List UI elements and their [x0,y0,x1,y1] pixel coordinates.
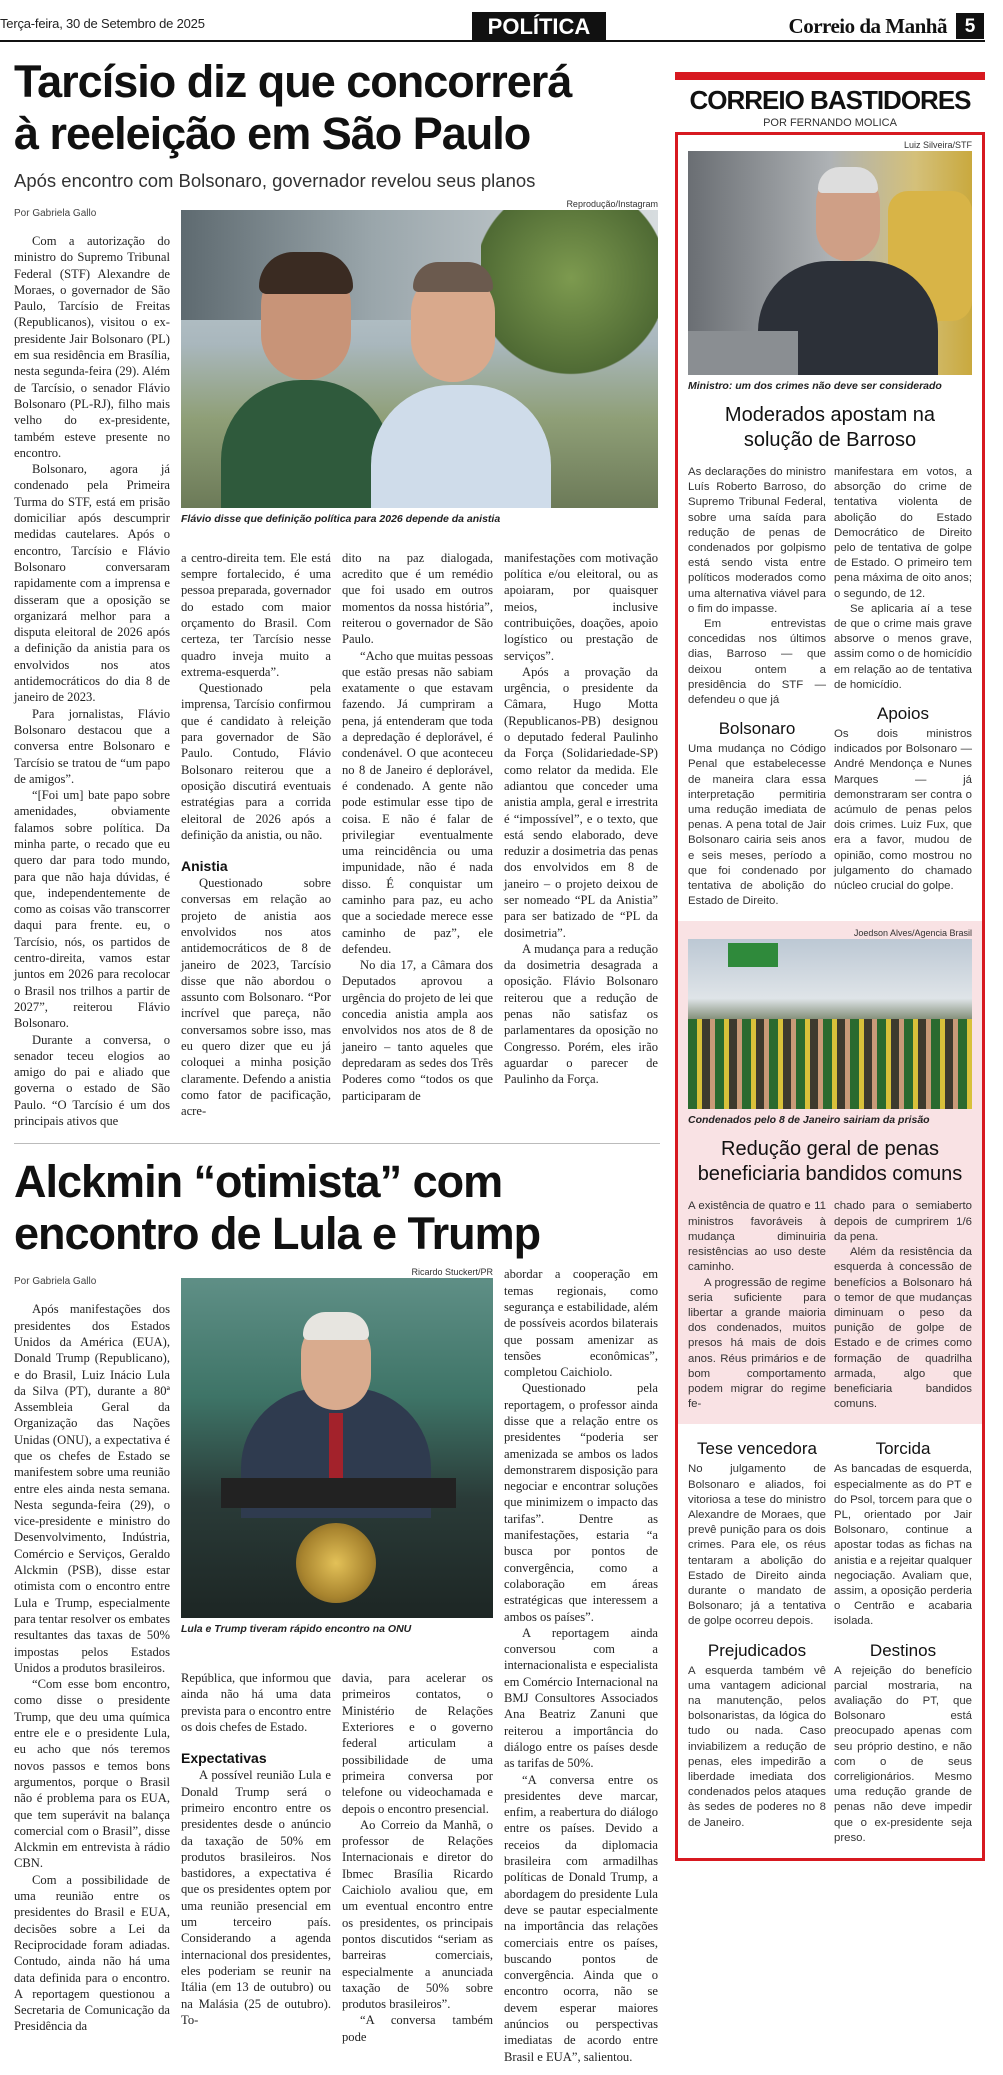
paragraph: Após manifestações dos presidentes dos Estados Unidos da América (EUA), Donald Trump (Republicano), e do Brasil, Luiz Inácio Lula da Silva (PT), durante a 80ª Assembleia Geral da Organização das Nações Unidas (ONU), a expectativa é que os chefes de Estado se manifestem sobre uma reunião entre eles ainda nesta semana. Nesta segunda-feira (29), o vice-presidente e ministro do Desenvolvimento, Indústria, Comércio e Serviços, Geraldo Alckmin (PSB), disse estar otimista com o encontro entre Lula e Trump, especialmente para tentar resolver os embates resultantes das taxas de 50% impostas pelos Estados Unidos a produtos brasileiros. [14,1302,170,1675]
paragraph: A mudança para a redução da dosimetria desagrada a oposição. Flávio Bolsonaro reiterou que a redução de penas não satisfaz os parlamentares da oposição no Congresso. Porém, eles irão aguardar o parecer de Paulinho da Força. [504,941,658,1087]
paragraph: Bolsonaro, agora já condenado pela Primeira Turma do STF, está em prisão domiciliar após descumprir medidas cautelares. Após o encontro, Tarcísio e Flávio Bolsonaro conversaram rapidamente com a imprensa e disseram que a oposição se organizará melhor para a disputa eleitoral de 2026 após a definição da anistia para os envolvidos nos atos antidemocráticos do dia 8 de janeiro de 2023. [14,462,170,705]
sidebar-story1-headline [682,403,978,453]
article2-photo [181,1278,493,1618]
article2-headline [14,1156,660,1260]
main-articles [14,56,660,2065]
article-divider [14,1143,660,1144]
paragraph: Ao Correio da Manhã, o professor de Relações Internacionais e diretor do Ibmec Brasília Ricardo Caichiolo avaliou que, em um eventual encontro entre os presidentes, os principais pontos discutidos “seriam as barreiras comerciais, especialmente a anunciada taxação de 50% sobre produtos brasileiros”. [342,1817,493,2012]
paragraph: República, que informou que ainda não há uma data prevista para o encontro entre os dois chefes de Estado. [181,1671,331,1735]
sidebar-frame [675,132,985,1861]
page-number: 5 [956,13,984,39]
article1-column-1-wrap [14,198,170,1129]
article2-column-3 [342,1670,493,2045]
headline-line: encontro de Lula e Trump [14,1208,541,1260]
article2-body [14,1266,660,2065]
paragraph: Questionado sobre conversas em relação ao projeto de anistia aos envolvidos nos atos antidemocráticos de 8 de janeiro de 2023, Tarcísio disse que não abordou o assunto com Bolsonaro. “Por incrível que pareça, não conversamos sobre isso, mas eu quero dizer que eu já coloquei a minha posição claramente. Defendo a anistia como fator de pacificação, acre- [181,876,331,1119]
subheading: Apoios [877,704,929,724]
paragraph: Em entrevistas concedidas nos últimos dias, Barroso — que deixou ontem a presidência do STF — defendeu o que já [688,618,826,707]
paragraph: Além da resistência da esquerda à concessão de benefícios a Bolsonaro há o temor de que mudanças diminuam o peso da punição de golpe de Estado e de crimes como formação de quadrilha armada, algo que beneficiaria bandidos comuns. [834,1246,972,1411]
headline-line: Redução geral de penas [721,1138,939,1161]
paragraph: a centro-direita tem. Ele está sempre fortalecido, é uma pessoa preparada, governador do estado com maior orçamento do Brasil. Com certeza, ter Tarcísio nesse quadro inveja muito a extrema-esquerda”. [181,550,332,679]
paragraph: A possível reunião Lula e Donald Trump será o primeiro encontro entre os presidentes desde o anúncio da taxação de 50% em produtos brasileiros. Nos bastidores, a expectativa é que os presidentes optem por uma reunião presencial em um terceiro país. Considerando a agenda internacional dos presidentes, eles poderiam se reunir na Itália (em 13 de outubro) ou na Malásia (25 de outubro). To- [181,1768,331,2027]
headline-line: solução de Barroso [743,429,917,451]
sidebar-story1-column-1 [688,465,826,909]
subheading: Bolsonaro [718,719,796,739]
paragraph: A esquerda também vê uma vantagem adicional na manutenção, pelos bolsonaristas, da lógica do tudo ou nada. Caso inviabilizem a redução de penas, eles impedirão a liberdade imediata dos condenados pelos ataques às sedes de poderes no 8 de Janeiro. [688,1664,826,1829]
subheading: Anistia [181,858,228,875]
article2-column-4 [504,1266,658,2065]
article2-photo-caption: Lula e Trump tiveram rápido encontro na ONU [181,1623,412,1636]
paragraph: “Acho que muitas pessoas que estão presas não sabiam exatamente o que estavam fazendo. Já cumpriram a pena, já entenderam que toda a depredação é deplorável, é condenável. O que aconteceu no 8 de Janeiro é deplorável, é condenado. A gente não pode estimular esse tipo de coisa. E não é falar de privilegiar eventualmente uma reincidência ou uma impunidade, não é nada disso. É conquistar um caminho para paz, eu acho que a sociedade merece esse caminho de paz”, ele defendeu. [342,648,493,956]
paragraph: Com a autorização do ministro do Supremo Tribunal Federal (STF) Alexandre de Moraes, o governador de São Paulo, Tarcísio de Freitas (Republicanos), visitou o ex-presidente Jair Bolsonaro (PL) em sua residência em Brasília, nesta segunda-feira (29). Além de Tarcísio, o senador Flávio Bolsonaro (PL-RJ), filho mais velho do ex-presidente, também esteve presente no encontro. [14,234,170,460]
paragraph: Uma mudança no Código Penal que estabelecesse de maneira clara essa interpretação permitiria uma redução imediata de penas. A pena total de Jair Bolsonaro cairia seis anos e seis meses, período a que foi condenado por tentativa de abolição do Estado de Direito. [688,743,826,908]
sidebar-story2-body [688,1199,972,1412]
subheading: Tese vencedora [696,1439,818,1459]
header-divider [0,40,985,42]
paragraph: Questionado pela reportagem, o professor ainda disse que a relação entre os presidentes “poderia ser amenizada se ambos os lados demonstrarem disposição para negociar e encontrar soluções que minimizem o impacto das tarifas”. Dentre as manifestações, estaria “a busca por pontos de convergência, como a colaboração em áreas estratégicas que interessem a ambos os países”. [504,1381,658,1624]
paragraph: No julgamento de Bolsonaro e aliados, foi vitoriosa a tese do ministro Alexandre de Moraes, que prevê punição para os dois crimes. Para ele, os réus tentaram a abolição do Estado de Direito ainda durante o mandato de Bolsonaro; já a tentativa de golpe ocorreu depois. [688,1463,826,1628]
article2-column-1 [14,1301,170,2034]
article1-photo-caption: Flávio disse que definição política para 2026 depende da anistia [181,513,501,525]
paragraph: Se aplicaria aí a tese de que o crime mais grave absorve o menos grave, assim como o de homicídio em relação ao de tentativa de homicídio. [834,602,973,691]
sidebar-notes-column-2 [834,1438,972,1846]
photo-credit: Joedson Alves/Agencia Brasil [853,928,972,939]
headline-line: Tarcísio diz que concorrerá [14,56,572,107]
article2-photo-block [181,1266,493,1650]
article1-body [14,198,660,1129]
paragraph: chado para o semiaberto depois de cumprirem 1/6 da pena. [834,1200,972,1243]
paragraph: Durante a conversa, o senador teceu elogios ao amigo do pai e aliado que governa o estado de São Paulo. “O Tarcísio é um dos principais ativos que [14,1032,170,1129]
paragraph: “[Foi um] bate papo sobre amenidades, obviamente falamos sobre política. Da minha parte, o recado que eu quero dar para todo mundo, para que não haja dúvidas, é que, independentemente de como as coisas vão transcorrer daqui para frente. eu, o Tarcísio, nós, os partidos de centro-direita, vamos estar juntos em 2026 para recolocar o Brasil nos trilhos a partir de 2027”, reiterou Flávio Bolsonaro. [14,788,170,1031]
article1-photo [181,210,658,508]
sidebar-author: POR FERNANDO MOLICA [763,117,897,129]
article1-column-1 [14,233,170,1129]
subheading: Destinos [869,1640,937,1660]
section-label: POLÍTICA [472,12,606,40]
paragraph: manifestações com motivação política e/ou eleitoral, ou as apoiaram, por quaisquer meios, inclusive contribuições, doações, apoio logístico ou prestação de serviços”. [504,550,658,663]
sidebar-photo-caption: Ministro: um dos crimes não deve ser considerado [688,380,942,392]
paragraph: “A conversa também pode [342,2013,493,2044]
sidebar-accent-bar [675,72,985,80]
paragraph: “A conversa entre os presidentes deve marcar, enfim, a reabertura do diálogo entre os países. Devido a receios da diplomacia brasileira com armadilhas políticas de Donald Trump, a abordagem do presidente Lula deve se pautar especialmente na importância das relações comerciais entre os países, buscando pontos de convergência. Ainda que o encontro ocorra, não se devem esperar maiores anúncios ou perspectivas imediatas de acordo entre Brasil e EUA”, salientou. [504,1772,658,2064]
paragraph: abordar a cooperação em temas regionais, como segurança e estabilidade, além de possíveis acordos bilaterais que possam amenizar as tensões econômicas”, completou Caichiolo. [504,1267,658,1380]
paragraph: manifestara em votos, a absorção do crime de tentativa violenta de abolição do Estado Democrático de Direito pelo de tentativa de golpe de Estado. O primeiro tem pena máxima de oito anos; o segundo, de 12. [834,466,972,600]
headline-line: à reeleição em São Paulo [14,108,531,159]
subheading: Prejudicados [707,1640,807,1660]
subheading: Torcida [875,1439,931,1459]
sidebar-notes [688,1438,972,1846]
photo-credit: Luiz Silveira/STF [903,140,972,150]
paragraph: dito na paz dialogada, acredito que é um remédio que foi usado em outros momentos da nossa história”, reiterou o governador de São Paulo. [342,550,493,647]
sidebar-highlight-box [678,921,982,1424]
headline-line: Moderados apostam na [724,404,936,426]
article1-column-3 [342,550,493,1104]
paragraph: No dia 17, a Câmara dos Deputados aprovou a urgência do projeto de lei que concedia anistia ampla aos envolvidos nos atos de 8 de janeiro – tanto aqueles que depredaram as sedes dos Três Poderes como “todos os que participaram de [342,958,493,1103]
paragraph: A reportagem ainda conversou com a internacionalista e especialista em Comércio Internacional na BMJ Consultores Associados Ana Beatriz Zanuni que reiterou a importância do diálogo entre os países desde as tarifas de 50%. [504,1625,658,1771]
photo-credit: Ricardo Stuckert/PR [411,1267,493,1278]
paragraph: Os dois ministros indicados por Bolsonaro — André Mendonça e Nunes Marques — já demonstraram ser contra o acúmulo de penas pelos dois crimes. Luiz Fux, que era a favor, mudou de opinião, como mostrou no julgamento do chamado núcleo crucial do golpe. [834,728,972,893]
article2-column-2 [181,1670,331,2028]
sidebar-notes-column-1 [688,1438,826,1830]
article2-byline: Por Gabriela Gallo [14,1276,97,1288]
paragraph: “Com esse bom encontro, como disse o presidente Trump, que deu uma química entre ele e o presidente Lula, eu acho que nós teremos novos passos e temos bons argumentos, porque o Brasil não é problema para os EUA, que tem superávit na balança comercial com o Brasil”, disse Alckmin em entrevista à rádio CBN. [14,1677,170,1871]
edition-date: Terça-feira, 30 de Setembro de 2025 [0,16,205,31]
paragraph: Com a possibilidade de uma reunião entre os presidentes do Brasil e EUA, decisões sobre a Lei da Reciprocidade foram adiadas. Contudo, ainda não há uma data definida para o encontro. A reportagem questionou a Secretaria de Comunicação da Presidência da [14,1872,170,2034]
sidebar-photo-protest [688,939,972,1109]
paragraph: As declarações do ministro Luís Roberto Barroso, do Supremo Tribunal Federal, sobre uma saída para redução de penas de condenados por golpismo está sendo vista entre políticos moderados como uma alternativa viável para o fim do impasse. [688,466,826,615]
sidebar-story2-column-1 [688,1199,826,1412]
article1-column-2 [181,550,331,1120]
sidebar-story2-column-2 [834,1199,972,1412]
article1-byline: Por Gabriela Gallo [14,208,97,219]
sidebar-photo-caption: Condenados pelo 8 de Janeiro sairiam da prisão [688,1114,930,1127]
paragraph: davia, para acelerar os primeiros contatos, o Ministério de Relações Exteriores e o governo federal articulam a possibilidade de uma primeira conversa por telefone ou videochamada e depois o encontro presencial. [342,1671,493,1816]
article1-headline [14,56,660,160]
article2-column-1-wrap [14,1266,170,2034]
article1-photo-block [181,198,658,540]
article1-subhead: Após encontro com Bolsonaro, governador revelou seus planos [14,170,536,191]
photo-credit: Reprodução/Instagram [566,199,658,209]
sidebar-photo-barroso [688,151,972,375]
sidebar-story2-headline [682,1137,978,1187]
sidebar-title: CORREIO BASTIDORES [689,85,971,115]
paragraph: A rejeição do benefício parcial mostraria, na avaliação do PT, que Bolsonaro está preocupado apenas com seu próprio destino, e não com o de seus correligionários. Mesmo uma redução grande de penas não deve impedir que o ex-presidente seja preso. [834,1664,972,1844]
paragraph: A existência de quatro e 11 ministros favoráveis à mudança diminuiria resistências ao uso deste caminho. [688,1200,826,1274]
newspaper-logo: Correio da Manhã [788,14,947,38]
subheading: Expectativas [181,1750,267,1767]
paragraph: Para jornalistas, Flávio Bolsonaro destacou que a conversa entre Bolsonaro e Tarcísio se tratou de “um papo de amigos”. [14,706,170,786]
sidebar [675,72,985,1861]
sidebar-story1-body [688,465,972,909]
paragraph: As bancadas de esquerda, especialmente as do PT e do Psol, torcem para que o PL, orientado por Jair Bolsonaro, continue a apostar todas as fichas na anistia e a rejeitar qualquer negociação. Avaliam que, assim, a oposição perderia o Centrão e acabaria isolada. [834,1463,972,1628]
sidebar-story1-column-2 [834,465,972,894]
headline-line: Alckmin “otimista” com [14,1156,503,1208]
paragraph: Após a provação da urgência, o presidente da Câmara, Hugo Motta (Republicanos-PB) designou o deputado federal Paulinho da Força (Solidariedade-SP) como relator da medida. Ele adiantou que conceder uma anistia ampla, geral e irrestrita é “impossível”, e o texto, que está sendo elaborado, deve reduzir a dosimetria das penas dos envolvidos em 8 de janeiro – o projeto deixou de ser nomeado “PL da Anistia” para ser batizado de “PL da dosimetria”. [504,664,658,940]
headline-line: beneficiaria bandidos comuns [697,1163,963,1186]
paragraph: A progressão de regime seria suficiente para libertar a grande maioria dos condenados, muitos presos há mais de dois anos. Réus primários e de bom comportamento podem migrar do regime fe- [688,1276,826,1411]
article1-column-4 [504,550,658,1088]
paragraph: Questionado pela imprensa, Tarcísio confirmou que é candidato à releição para governador de São Paulo. Contudo, Flávio Bolsonaro reiterou que a oposição discutirá eventuais estratégias para a corrida eleitoral de 2026 após a definição da anistia, ou não. [181,681,331,842]
